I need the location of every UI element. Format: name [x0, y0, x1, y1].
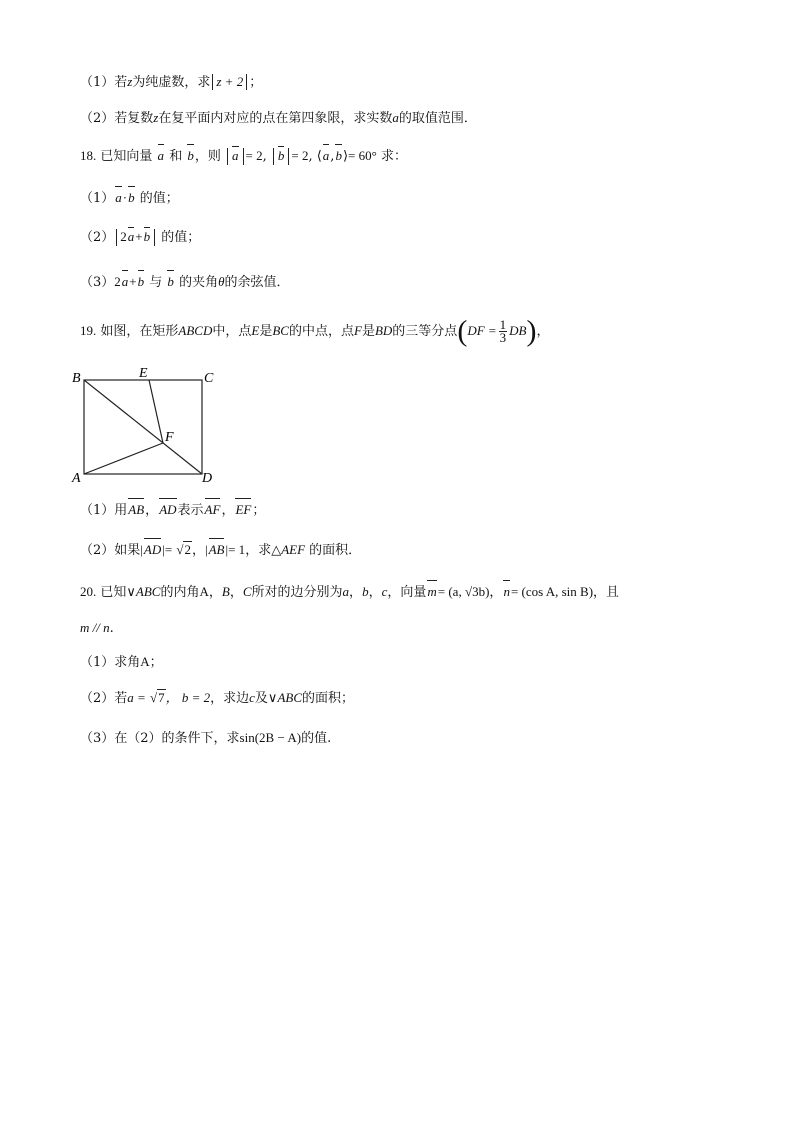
q17-p2-lead: （2）若复数 [80, 111, 154, 126]
q19-p2-lead: （2）如果 [80, 543, 141, 558]
expr-df: DF = [467, 323, 497, 338]
q17-p1-end: ； [249, 75, 263, 90]
question-number: 19. [80, 323, 97, 338]
expr-db: DB [509, 323, 527, 338]
sqrt-2: √2 [176, 542, 191, 557]
label-c: C [204, 371, 214, 386]
geometry-diagram [70, 364, 230, 484]
vector-ef: EF [234, 500, 252, 520]
q18-part3 [80, 272, 289, 293]
q19-text: 的三等分点 [392, 324, 458, 339]
rectangle-figure [70, 364, 230, 488]
q19-p1-lead: （1）用 [80, 503, 128, 518]
q19-part2: （2）如果|AD|= √2，|AB|= 1，求△AEF 的面积． [80, 542, 362, 558]
var-a: a [392, 110, 399, 125]
q19-text: 的中点，点 [288, 324, 354, 339]
coef-2: 2 [120, 229, 127, 244]
vector-n: n [502, 582, 511, 602]
q20-stem: 20. 已知∨ABC的内角A，B，C所对的边分别为a，b，c，向量m= (a, √3b)，n= (cos A, sin B)，且 [80, 584, 620, 600]
coef-2: 2 [114, 274, 121, 289]
question-number: 18. [80, 148, 97, 163]
q20-p2-text: ，求边 [210, 691, 250, 706]
vector-af: AF [204, 500, 222, 520]
point-f: F [353, 323, 362, 338]
q20-text: ，向量 [387, 585, 427, 600]
vector-b: b [143, 229, 151, 244]
equals: = [164, 542, 173, 557]
q18-part1 [80, 188, 179, 209]
side-a: a [342, 584, 350, 599]
q20-text: 的内角 [160, 585, 200, 600]
dot-operator: · [122, 190, 128, 205]
q20-text: ，且 [593, 585, 620, 600]
cond-a: a = [127, 690, 146, 705]
q19-stem: 19. 如图，在矩形ABCD中，点E是BC的中点，点F是BD的三等分点(DF = $\frac{1}{3}$ DB)， [80, 314, 550, 348]
angle-b: B [221, 584, 230, 599]
vector-ab: AB [127, 500, 145, 520]
q18-p3-end: 的余弦值． [224, 275, 290, 290]
question-number: 20. [80, 584, 97, 599]
point-e: E [251, 323, 260, 338]
angle-c: C [242, 584, 252, 599]
q20-p2-lead: （2）若 [80, 691, 128, 706]
q18-p3-text: 的夹角 [179, 275, 219, 290]
abs-z-plus-2: z + 2 [212, 74, 247, 90]
expr-sin: sin(2B − A) [239, 730, 302, 745]
q17-p1-lead: （1）若 [80, 75, 128, 90]
label-a: A [72, 471, 81, 484]
vector-b: b [277, 148, 285, 163]
angle-value: = 60° [348, 148, 377, 163]
vector-a: a [232, 148, 239, 163]
q18-p2-text: 的值； [161, 230, 201, 245]
q20-stem-cont: m // n. [80, 620, 114, 636]
vector-b: b [334, 146, 343, 166]
magnitude-ab-value: = 1 [228, 542, 246, 557]
q18-and: 和 [169, 149, 183, 164]
side-c: c [249, 690, 255, 705]
q18-stem: 18. 已知向量 a 和 b，则 a = 2, b = 2, ⟨a,b⟩= 60° 求： [80, 148, 407, 164]
q19-text: 如图，在矩形 [100, 324, 179, 339]
vector-a: a [127, 229, 135, 244]
triangle-abc: ABC [135, 584, 161, 599]
cond-b: ， b = 2 [165, 690, 211, 705]
q20-p3-lead: （3）在（2）的条件下，求 [80, 731, 240, 746]
angle-a: A [199, 584, 209, 599]
triangle-aef: AEF [281, 542, 306, 557]
vector-b: b [186, 146, 195, 166]
q18-ask: 求： [380, 149, 407, 164]
part-label: （3） [80, 275, 115, 290]
rect-abcd: ABCD [178, 323, 213, 338]
q18-text: 已知向量 [100, 149, 153, 164]
vector-a: a [157, 146, 166, 166]
side-c: c [381, 584, 388, 599]
plus-operator: + [129, 274, 137, 289]
triangle-abc: ABC [277, 690, 302, 705]
q17-p2-text: 在复平面内对应的点在第四象限，求实数 [158, 111, 393, 126]
q19-text: 是 [361, 324, 375, 339]
comma: ， [221, 503, 235, 518]
var-theta: θ [218, 274, 225, 289]
vector-m-value: = (a, √3b) [437, 584, 490, 599]
side-b: b [362, 584, 369, 599]
label-f: F [165, 430, 174, 445]
vector-b: b [166, 272, 175, 292]
vector-b: b [127, 188, 136, 208]
q20-p2-text: 及∨ [254, 691, 278, 706]
q17-p2-end: 的取值范围． [398, 111, 477, 126]
q18-part2 [80, 228, 200, 248]
q20-part3 [80, 728, 331, 749]
vector-m: m [426, 582, 437, 602]
q20-text: 所对的边分别为 [251, 585, 343, 600]
comma: ， [191, 543, 205, 558]
q19-text: 中，点 [212, 324, 252, 339]
vector-ad: AD [158, 500, 177, 520]
q20-p3-end: 的值. [301, 731, 332, 746]
q20-p1-text: （1）求角 [80, 655, 141, 670]
var-z: z [127, 74, 133, 89]
segment-bd [84, 380, 202, 474]
plus-operator: + [135, 229, 143, 244]
vector-a: a [114, 188, 123, 208]
segment-af [84, 443, 163, 474]
label-d: D [202, 471, 213, 484]
q17-part1 [80, 72, 262, 93]
q19-part1 [80, 500, 265, 521]
q18-p1-text: 的值； [139, 191, 179, 206]
q17-p1-text: 为纯虚数，求 [132, 75, 211, 90]
parallel-condition: m // n [80, 620, 110, 635]
var-z: z [153, 110, 159, 125]
q19-p2-end: 的面积． [309, 543, 362, 558]
q17-part2 [80, 108, 477, 129]
magnitude-a-value: = 2 [245, 148, 263, 163]
sqrt-7: √7 [149, 690, 165, 705]
q19-p2-text: ，求△ [245, 543, 282, 558]
magnitude-b-value: = 2 [291, 148, 309, 163]
vector-ab: AB [208, 540, 226, 560]
comma: ， [145, 503, 159, 518]
vector-a: a [121, 272, 130, 292]
vector-a: a [322, 146, 331, 166]
q20-part1: （1）求角A； [80, 654, 163, 670]
part-label: （2） [80, 230, 115, 245]
fraction-one-third: $\frac{1}{3}$ [499, 317, 507, 345]
part-label: （1） [80, 191, 115, 206]
q18-then: ，则 [194, 149, 221, 164]
vector-ad: AD [143, 540, 162, 560]
q19-tail: ， [536, 324, 550, 339]
q20-text: 已知∨ [100, 585, 136, 600]
vector-b: b [137, 272, 146, 292]
q19-p1-end: ； [252, 503, 266, 518]
q19-text: 是 [259, 324, 273, 339]
segment-bc: BC [272, 323, 289, 338]
angle-a: A [140, 654, 150, 669]
segment-bd: BD [374, 323, 393, 338]
q20-part2 [80, 688, 354, 709]
q19-p1-text: 表示 [177, 503, 204, 518]
label-b: B [72, 371, 81, 386]
q20-p2-end: 的面积； [302, 691, 355, 706]
label-e: E [139, 366, 148, 381]
vector-n-value: = (cos A, sin B) [510, 584, 594, 599]
q18-with: 与 [149, 275, 163, 290]
